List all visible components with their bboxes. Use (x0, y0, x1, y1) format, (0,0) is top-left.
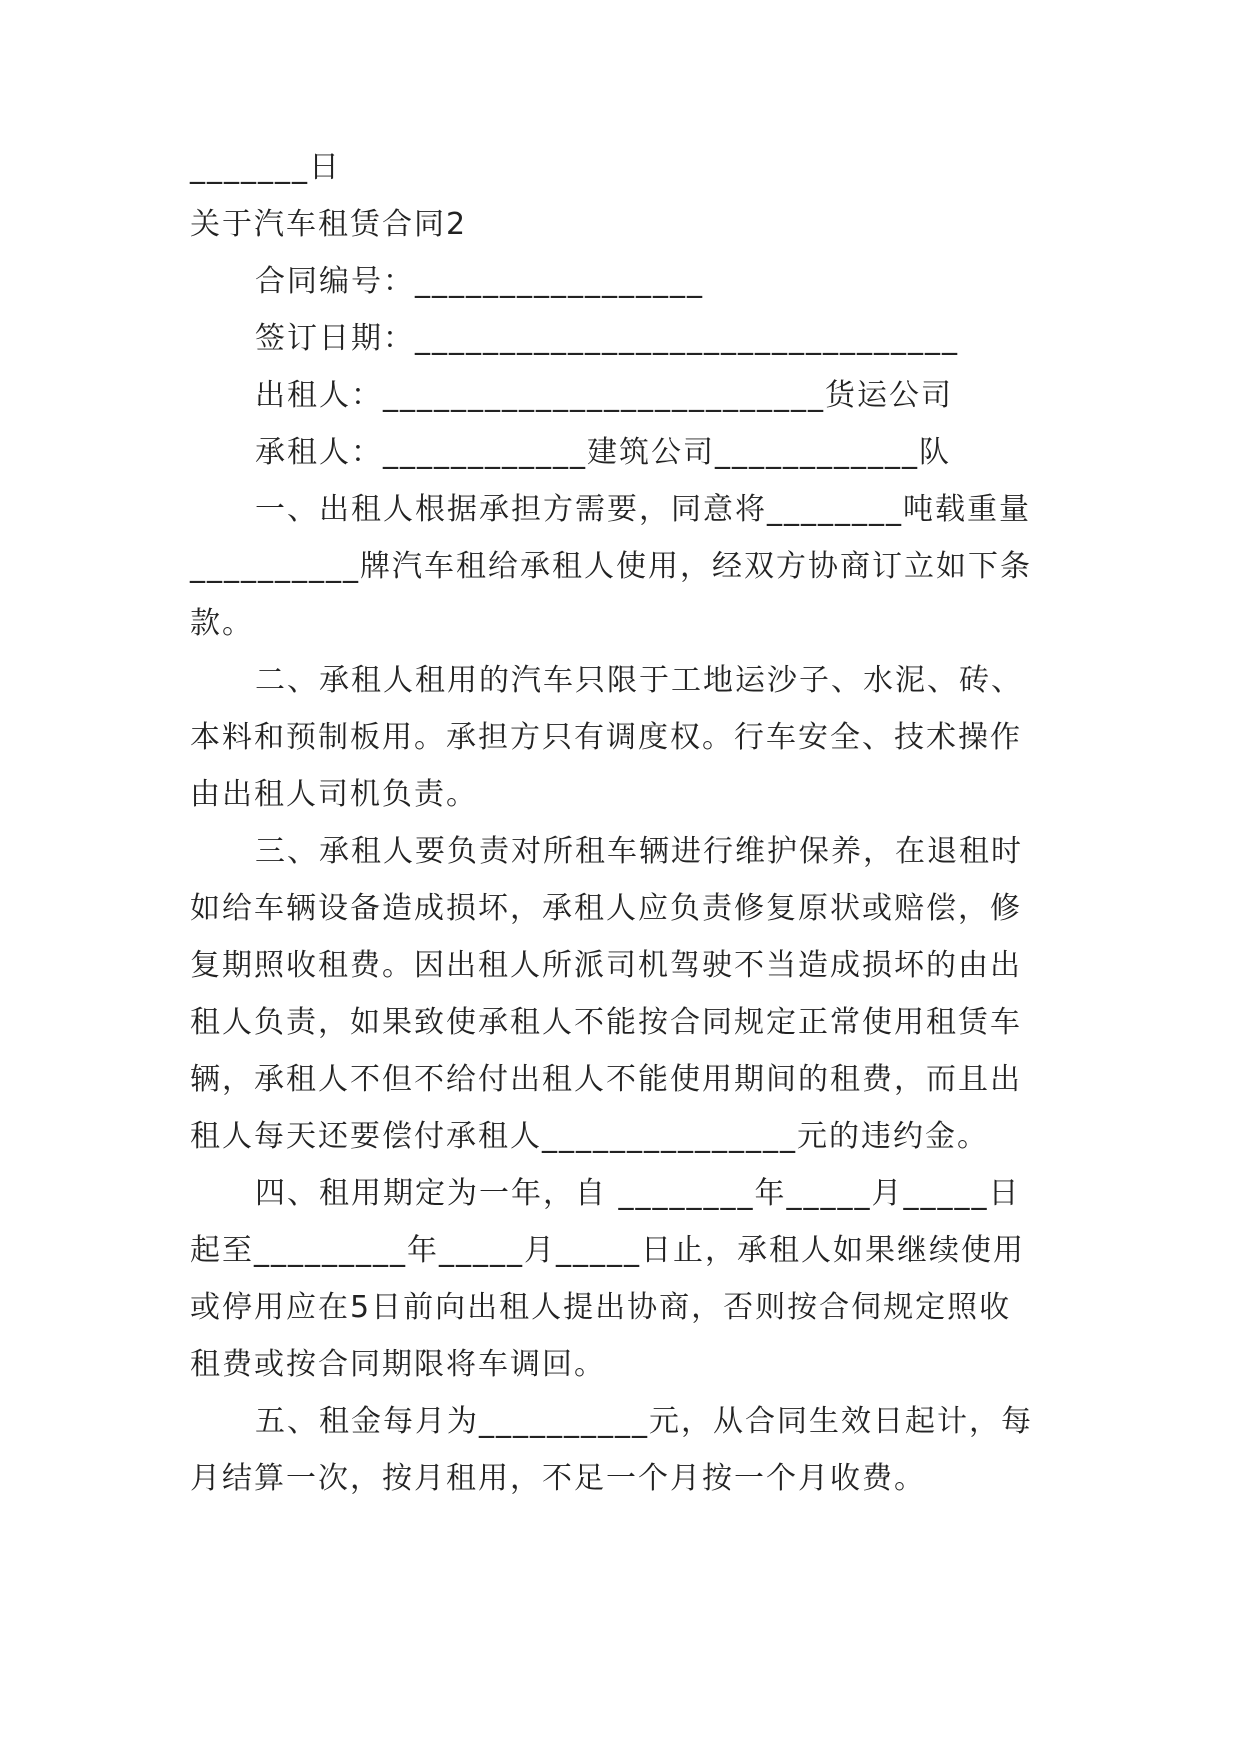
clause-4-line: 或停用应在5日前向出租人提出协商，否则按合伺规定照收 (190, 1290, 1012, 1325)
clause-3-line: 租人负责，如果致使承租人不能按合同规定正常使用租赁车 (190, 1005, 1022, 1040)
clause-1-line: 款。 (190, 606, 254, 641)
contract-title: 关于汽车租赁合同2 (190, 207, 468, 242)
contract-number-field: 合同编号：_________________ (255, 264, 704, 299)
clause-2-line: 本料和预制板用。承担方只有调度权。行车安全、技术操作 (190, 720, 1022, 755)
clause-3-line: 三、承租人要负责对所租车辆进行维护保养，在退租时 (255, 834, 1023, 869)
clause-5-line: 五、租金每月为__________元，从合同生效日起计，每 (255, 1404, 1033, 1439)
signature-date-line: _______日 (190, 150, 341, 185)
clause-3-line: 辆，承租人不但不给付出租人不能使用期间的租费，而且出 (190, 1062, 1022, 1097)
clause-1-line: 一、出租人根据承担方需要，同意将________吨载重量 (255, 492, 1031, 527)
clause-1-line: __________牌汽车租给承租人使用，经双方协商订立如下条 (190, 549, 1032, 584)
clause-2-line: 二、承租人租用的汽车只限于工地运沙子、水泥、砖、 (255, 663, 1023, 698)
clause-4-line: 租费或按合同期限将车调回。 (190, 1347, 606, 1382)
signing-date-field: 签订日期：________________________________ (255, 321, 959, 356)
clause-4-line: 起至_________年_____月_____日止，承租人如果继续使用 (190, 1233, 1025, 1268)
clause-3-line: 复期照收租费。因出租人所派司机驾驶不当造成损坏的由出 (190, 948, 1022, 983)
clause-3-line: 如给车辆设备造成损坏，承租人应负责修复原状或赔偿，修 (190, 891, 1022, 926)
lessor-field: 出租人：__________________________货运公司 (255, 378, 953, 413)
clause-5-line: 月结算一次，按月租用，不足一个月按一个月收费。 (190, 1461, 926, 1496)
clause-3-line: 租人每天还要偿付承租人_______________元的违约金。 (190, 1119, 989, 1154)
clause-2-line: 由出租人司机负责。 (190, 777, 478, 812)
lessee-field: 承租人：____________建筑公司____________队 (255, 435, 951, 470)
clause-4-line: 四、租用期定为一年，自 ________年_____月_____日 (255, 1176, 1021, 1211)
